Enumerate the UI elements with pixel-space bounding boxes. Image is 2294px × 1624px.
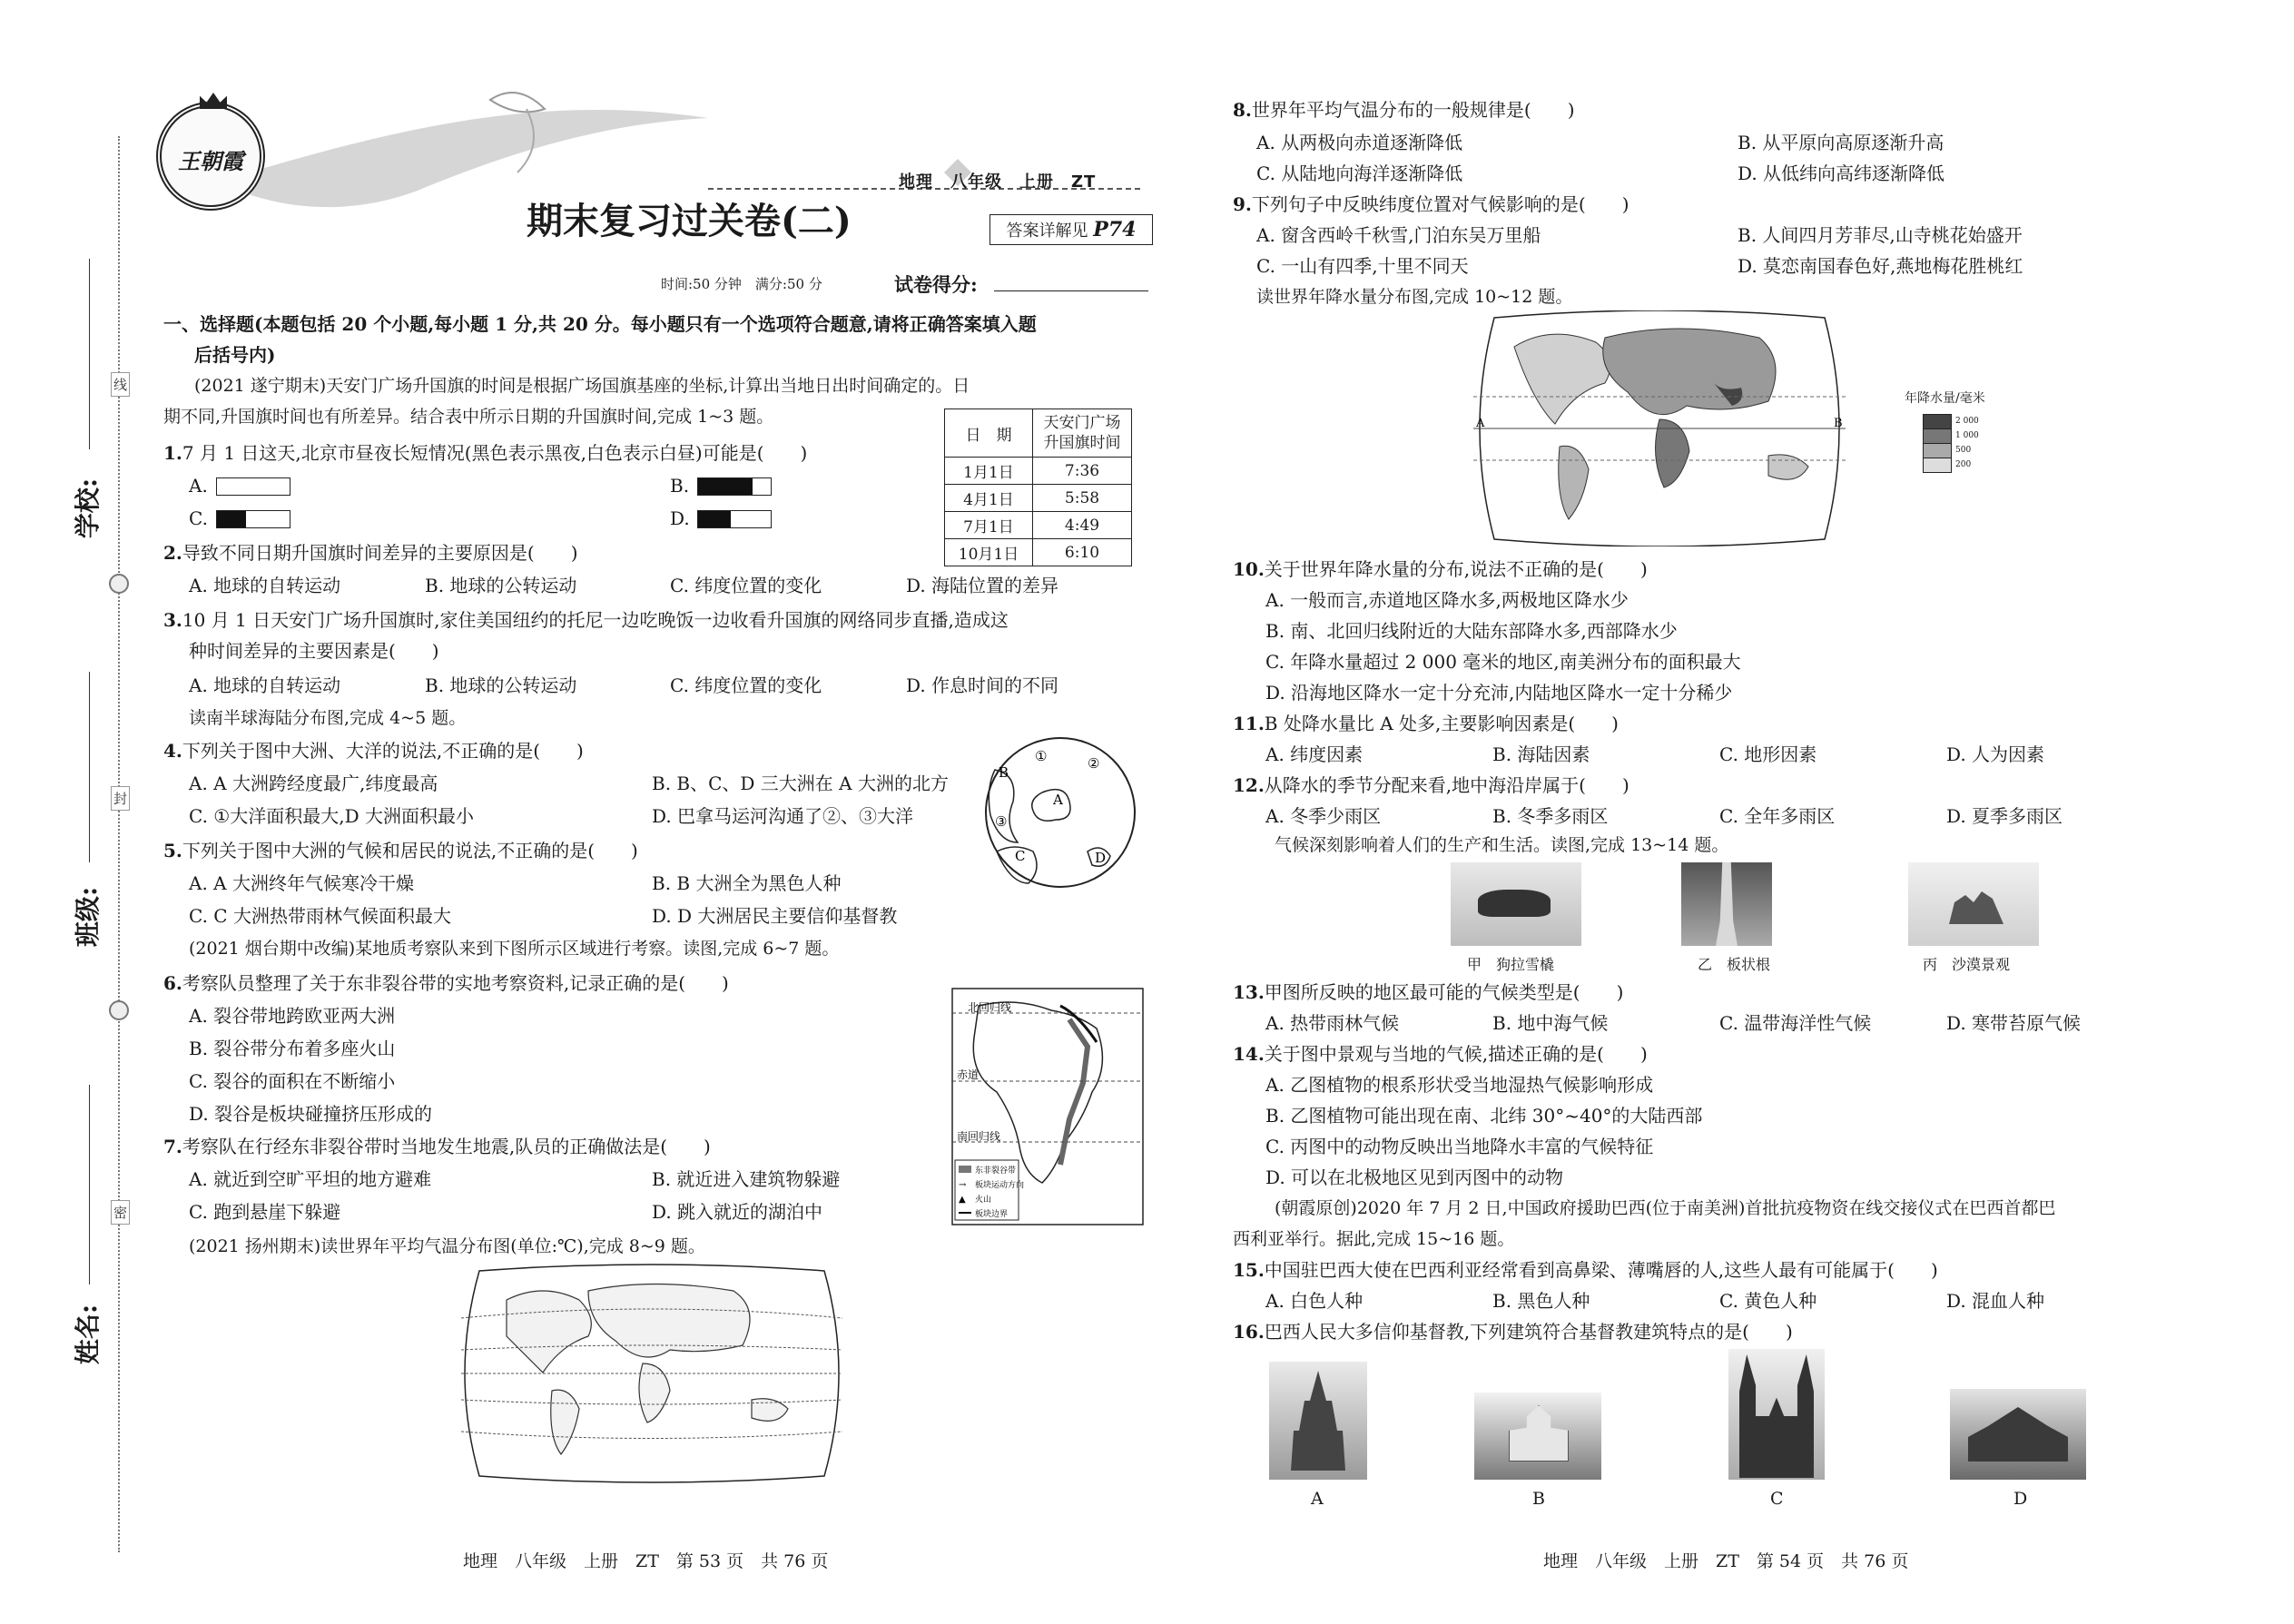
seal-mark-seal: 封 bbox=[111, 786, 130, 811]
volcano-icon: ▲ bbox=[959, 1195, 966, 1205]
q1-option-c-label[interactable]: C. bbox=[189, 507, 208, 529]
q16-text: 巴西人民大多信仰基督教,下列建筑符合基督教建筑特点的是( ) bbox=[1264, 1321, 1793, 1343]
intro-5: 读世界年降水量分布图,完成 10~12 题。 bbox=[1256, 287, 1573, 307]
q6-option-b[interactable]: B. 裂谷带分布着多座火山 bbox=[189, 1038, 396, 1059]
building-photo-b[interactable] bbox=[1474, 1393, 1601, 1480]
legend-swatch bbox=[1923, 458, 1952, 473]
hemi-label-3: ③ bbox=[995, 813, 1008, 830]
q1-b-night bbox=[698, 478, 753, 495]
q1-option-c-bar[interactable] bbox=[216, 510, 290, 528]
q2-option-c[interactable]: C. 纬度位置的变化 bbox=[670, 575, 822, 596]
temple-shape bbox=[1968, 1407, 2068, 1462]
time-info: 时间:50 分钟 满分:50 分 bbox=[661, 276, 822, 292]
table-row bbox=[945, 458, 1132, 485]
score-label: 试卷得分: bbox=[894, 273, 978, 296]
q11-number: 11. bbox=[1233, 713, 1265, 734]
hemi-label-2: ② bbox=[1088, 755, 1100, 772]
q5-option-b[interactable]: B. B 大洲全为黑色人种 bbox=[652, 872, 842, 894]
q1-option-b-bar[interactable] bbox=[697, 477, 772, 496]
q9-number: 9. bbox=[1233, 193, 1252, 215]
table-cell: 10月1日 bbox=[945, 539, 1033, 566]
southern-hemisphere-map bbox=[979, 733, 1142, 892]
q6-option-c[interactable]: C. 裂谷的面积在不断缩小 bbox=[189, 1070, 396, 1092]
q7-option-c[interactable]: C. 跑到悬崖下躲避 bbox=[189, 1201, 341, 1223]
camel-shape bbox=[1949, 888, 2004, 924]
q15-stem bbox=[1233, 1258, 1938, 1282]
table-header-date: 日 期 bbox=[945, 409, 1033, 458]
intro-3: (2021 烟台期中改编)某地质考察队来到下图所示区域进行考察。读图,完成 6~7 题。 bbox=[189, 939, 840, 959]
q1-text: 7 月 1 日这天,北京市昼夜长短情况(黑色表示黑夜,白色表示白昼)可能是( ) bbox=[182, 442, 808, 464]
class-underline bbox=[89, 672, 90, 862]
score-field[interactable] bbox=[994, 290, 1148, 291]
q10-option-c[interactable]: C. 年降水量超过 2 000 毫米的地区,南美洲分布的面积最大 bbox=[1265, 651, 1741, 673]
legend-swatch bbox=[1923, 443, 1952, 458]
legend-item bbox=[1923, 458, 1979, 472]
pagoda-shape bbox=[1291, 1371, 1345, 1471]
legend-label: 1 000 bbox=[1955, 431, 1979, 440]
q14-option-a[interactable]: A. 乙图植物的根系形状受当地湿热气候影响形成 bbox=[1265, 1074, 1654, 1096]
world-temperature-map bbox=[452, 1264, 852, 1483]
legend-swatch bbox=[1923, 414, 1952, 429]
legend-label: 500 bbox=[1955, 446, 1972, 455]
gothic-church-shape bbox=[1739, 1354, 1814, 1478]
tropic-north-label: 北回归线 bbox=[968, 1001, 1012, 1014]
q6-number: 6. bbox=[163, 972, 182, 994]
building-photo-d[interactable] bbox=[1950, 1389, 2086, 1480]
q1-option-d-label[interactable]: D. bbox=[670, 507, 690, 529]
q8-option-a[interactable]: A. 从两极向赤道逐渐降低 bbox=[1256, 132, 1463, 153]
q9-option-b[interactable]: B. 人间四月芳菲尽,山寺桃花始盛开 bbox=[1738, 224, 2023, 246]
q14-text: 关于图中景观与当地的气候,描述正确的是( ) bbox=[1264, 1043, 1648, 1065]
q5-option-a[interactable]: A. A 大洲终年气候寒冷干燥 bbox=[189, 872, 414, 894]
q12-number: 12. bbox=[1233, 774, 1265, 796]
q15-option-b[interactable]: B. 黑色人种 bbox=[1492, 1290, 1590, 1312]
name-underline bbox=[89, 1085, 90, 1284]
q16-number: 16. bbox=[1233, 1321, 1265, 1343]
school-label: 学校: bbox=[73, 477, 103, 539]
precip-legend bbox=[1923, 414, 1979, 472]
q12-option-a[interactable]: A. 冬季少雨区 bbox=[1265, 805, 1382, 827]
q8-option-b[interactable]: B. 从平原向高原逐渐升高 bbox=[1738, 132, 1944, 153]
legend-plate-motion: 板块运动方向 bbox=[975, 1181, 1025, 1190]
q12-option-b[interactable]: B. 冬季多雨区 bbox=[1492, 805, 1609, 827]
answer-ref-box bbox=[989, 214, 1153, 245]
legend-item bbox=[1923, 443, 1979, 458]
east-africa-rift-map bbox=[951, 988, 1144, 1225]
photo-desert bbox=[1908, 862, 2039, 946]
legend-plate-boundary: 板块边界 bbox=[975, 1210, 1009, 1219]
q2-option-a[interactable]: A. 地球的自转运动 bbox=[189, 575, 341, 596]
q13-option-a[interactable]: A. 热带雨林气候 bbox=[1265, 1012, 1400, 1034]
q11-option-d[interactable]: D. 人为因素 bbox=[1946, 743, 2045, 765]
q5-text: 下列关于图中大洲的气候和居民的说法,不正确的是( ) bbox=[182, 840, 638, 861]
q13-option-d[interactable]: D. 寒带苔原气候 bbox=[1946, 1012, 2082, 1034]
q10-number: 10. bbox=[1233, 558, 1265, 580]
q6-option-a[interactable]: A. 裂谷带地跨欧亚两大洲 bbox=[189, 1005, 396, 1027]
intro-1-line1: (2021 遂宁期末)天安门广场升国旗的时间是根据广场国旗基座的坐标,计算出当地日出时间确定的。日 bbox=[194, 376, 970, 396]
q7-option-b[interactable]: B. 就近进入建筑物躲避 bbox=[652, 1168, 841, 1190]
table-cell: 6:10 bbox=[1033, 539, 1132, 566]
q10-stem bbox=[1233, 557, 1648, 581]
q6-stem bbox=[163, 971, 729, 995]
hemi-label-a: A bbox=[1053, 792, 1063, 808]
q11-text: B 处降水量比 A 处多,主要影响因素是( ) bbox=[1264, 713, 1619, 734]
intro-7-line1: (朝霞原创)2020 年 7 月 2 日,中国政府援助巴西(位于南美洲)首批抗疫物资在线交接仪式在巴西首都巴 bbox=[1275, 1198, 2056, 1218]
binding-hole-2 bbox=[109, 1000, 129, 1020]
q11-option-a[interactable]: A. 纬度因素 bbox=[1265, 743, 1364, 765]
logo-text: 王朝霞 bbox=[178, 148, 243, 174]
q12-option-c[interactable]: C. 全年多雨区 bbox=[1719, 805, 1836, 827]
q1-number: 1. bbox=[163, 442, 182, 464]
q4-option-d[interactable]: D. 巴拿马运河沟通了②、③大洋 bbox=[652, 805, 914, 827]
q2-number: 2. bbox=[163, 542, 182, 564]
q15-number: 15. bbox=[1233, 1259, 1265, 1281]
q6-text: 考察队员整理了关于东非裂谷带的实地考察资料,记录正确的是( ) bbox=[182, 972, 729, 994]
school-underline bbox=[89, 259, 90, 449]
table-row bbox=[945, 539, 1132, 566]
q13-option-b[interactable]: B. 地中海气候 bbox=[1492, 1012, 1609, 1034]
legend-volcano: 火山 bbox=[975, 1196, 992, 1205]
legend-item bbox=[1923, 414, 1979, 428]
q4-text: 下列关于图中大洲、大洋的说法,不正确的是( ) bbox=[182, 740, 584, 762]
q13-option-c[interactable]: C. 温带海洋性气候 bbox=[1719, 1012, 1872, 1034]
building-label-b: B bbox=[1532, 1489, 1545, 1509]
q4-option-c[interactable]: C. ①大洋面积最大,D 大洲面积最小 bbox=[189, 805, 474, 827]
q1-d-night bbox=[698, 511, 731, 527]
table-cell: 4月1日 bbox=[945, 485, 1033, 512]
legend-rift: 东非裂谷带 bbox=[975, 1166, 1017, 1176]
q4-number: 4. bbox=[163, 740, 182, 762]
q14-option-c[interactable]: C. 丙图中的动物反映出当地降水丰富的气候特征 bbox=[1265, 1136, 1654, 1157]
q12-stem bbox=[1233, 773, 1629, 797]
q3-stem-cont: 种时间差异的主要因素是( ) bbox=[189, 640, 439, 662]
table-row bbox=[945, 485, 1132, 512]
q9-option-d[interactable]: D. 莫恋南国春色好,燕地梅花胜桃红 bbox=[1738, 255, 2023, 277]
seal-mark-secret: 密 bbox=[111, 1200, 130, 1225]
intro-7-line2: 西利亚举行。据此,完成 15~16 题。 bbox=[1233, 1229, 1515, 1249]
page-title: 期末复习过关卷(二) bbox=[527, 200, 852, 242]
q8-text: 世界年平均气温分布的一般规律是( ) bbox=[1251, 99, 1575, 121]
intro-6: 气候深刻影响着人们的生产和生活。读图,完成 13~14 题。 bbox=[1275, 835, 1729, 855]
equator-label: 赤道 bbox=[957, 1068, 980, 1081]
q14-option-b[interactable]: B. 乙图植物可能出现在南、北纬 30°~40°的大陆西部 bbox=[1265, 1105, 1703, 1127]
answer-ref-label: 答案详解见 bbox=[1006, 221, 1088, 241]
q13-stem bbox=[1233, 980, 1623, 1004]
q5-stem bbox=[163, 839, 638, 862]
q3-number: 3. bbox=[163, 609, 182, 631]
flag-time-table bbox=[944, 408, 1132, 566]
q9-stem bbox=[1233, 192, 1629, 216]
q11-option-b[interactable]: B. 海陆因素 bbox=[1492, 743, 1590, 765]
q7-text: 考察队在行经东非裂谷带时当地发生地震,队员的正确做法是( ) bbox=[182, 1136, 711, 1157]
building-label-d: D bbox=[2013, 1489, 2028, 1509]
photo-buttress-roots bbox=[1681, 862, 1772, 946]
q15-option-c[interactable]: C. 黄色人种 bbox=[1719, 1290, 1817, 1312]
intro-4: (2021 扬州期末)读世界年平均气温分布图(单位:℃),完成 8~9 题。 bbox=[189, 1236, 705, 1256]
precip-legend-title: 年降水量/毫米 bbox=[1905, 391, 1985, 406]
building-photo-c[interactable] bbox=[1728, 1349, 1825, 1480]
photo-dog-sled bbox=[1451, 862, 1581, 946]
q3-text: 10 月 1 日天安门广场升国旗时,家住美国纽约的托尼一边吃晚饭一边收看升国旗的网络同步直播,造成这 bbox=[182, 609, 1009, 631]
q4-stem bbox=[163, 739, 584, 763]
table-cell: 7:36 bbox=[1033, 458, 1132, 485]
class-label: 班级: bbox=[73, 886, 103, 948]
q1-option-b-label[interactable]: B. bbox=[670, 475, 690, 497]
name-label: 姓名: bbox=[73, 1304, 103, 1365]
q5-option-c[interactable]: C. C 大洲热带雨林气候面积最大 bbox=[189, 905, 451, 927]
q8-option-c[interactable]: C. 从陆地向海洋逐渐降低 bbox=[1256, 162, 1463, 184]
footer-right: 地理 八年级 上册 ZT 第 54 页 共 76 页 bbox=[1543, 1551, 1909, 1571]
table-header-row bbox=[945, 409, 1132, 458]
seal-mark-line: 线 bbox=[111, 372, 130, 397]
q13-text: 甲图所反映的地区最可能的气候类型是( ) bbox=[1264, 981, 1624, 1003]
precip-label-b: B bbox=[1834, 417, 1843, 430]
q3-option-d[interactable]: D. 作息时间的不同 bbox=[906, 674, 1059, 696]
building-label-a: A bbox=[1311, 1489, 1324, 1509]
q8-stem bbox=[1233, 98, 1575, 122]
q12-option-d[interactable]: D. 夏季多雨区 bbox=[1946, 805, 2063, 827]
q12-text: 从降水的季节分配来看,地中海沿岸属于( ) bbox=[1264, 774, 1629, 796]
q1-option-d-bar[interactable] bbox=[697, 510, 772, 528]
q6-option-d[interactable]: D. 裂谷是板块碰撞挤压形成的 bbox=[189, 1103, 433, 1125]
table-header-time: 天安门广场升国旗时间 bbox=[1033, 409, 1132, 458]
legend-label: 200 bbox=[1955, 460, 1972, 469]
binding-hole-1 bbox=[109, 574, 129, 594]
q7-number: 7. bbox=[163, 1136, 182, 1157]
intro-2: 读南半球海陆分布图,完成 4~5 题。 bbox=[189, 708, 467, 728]
q14-stem bbox=[1233, 1042, 1648, 1066]
q3-option-a[interactable]: A. 地球的自转运动 bbox=[189, 674, 341, 696]
q11-option-c[interactable]: C. 地形因素 bbox=[1719, 743, 1817, 765]
legend-swatch bbox=[1923, 428, 1952, 444]
table-row bbox=[945, 512, 1132, 539]
q9-option-c[interactable]: C. 一山有四季,十里不同天 bbox=[1256, 255, 1469, 277]
q1-option-a-label[interactable]: A. bbox=[189, 475, 208, 497]
q16-stem bbox=[1233, 1320, 1793, 1343]
hemi-label-1: ① bbox=[1035, 748, 1048, 764]
photo-caption-yi: 乙 板状根 bbox=[1698, 956, 1771, 973]
section-title-cont: 后括号内) bbox=[194, 344, 276, 366]
q15-option-d[interactable]: D. 混血人种 bbox=[1946, 1290, 2045, 1312]
q1-stem bbox=[163, 441, 807, 465]
q3-option-c[interactable]: C. 纬度位置的变化 bbox=[670, 674, 822, 696]
table-cell: 7月1日 bbox=[945, 512, 1033, 539]
photo-caption-bing: 丙 沙漠景观 bbox=[1923, 956, 2011, 973]
q1-option-a-bar[interactable] bbox=[216, 477, 290, 496]
q9-option-a[interactable]: A. 窗含西岭千秋雪,门泊东吴万里船 bbox=[1256, 224, 1541, 246]
q13-number: 13. bbox=[1233, 981, 1265, 1003]
table-cell: 1月1日 bbox=[945, 458, 1033, 485]
q14-option-d[interactable]: D. 可以在北极地区见到丙图中的动物 bbox=[1265, 1166, 1564, 1188]
q10-option-d[interactable]: D. 沿海地区降水一定十分充沛,内陆地区降水一定十分稀少 bbox=[1265, 682, 1733, 704]
legend-rift-swatch bbox=[959, 1166, 971, 1173]
intro-1-line2: 期不同,升国旗时间也有所差异。结合表中所示日期的升国旗时间,完成 1~3 题。 bbox=[163, 407, 774, 427]
q3-option-b[interactable]: B. 地球的公转运动 bbox=[425, 674, 577, 696]
q10-text: 关于世界年降水量的分布,说法不正确的是( ) bbox=[1264, 558, 1648, 580]
q9-text: 下列句子中反映纬度位置对气候影响的是( ) bbox=[1251, 193, 1629, 215]
q4-option-b[interactable]: B. B、C、D 三大洲在 A 大洲的北方 bbox=[652, 773, 949, 794]
logo bbox=[156, 102, 265, 211]
q8-number: 8. bbox=[1233, 99, 1252, 121]
sled-dogs-shape bbox=[1478, 890, 1551, 917]
q2-option-b[interactable]: B. 地球的公转运动 bbox=[425, 575, 577, 596]
building-photo-a[interactable] bbox=[1269, 1362, 1367, 1480]
q8-option-d[interactable]: D. 从低纬向高纬逐渐降低 bbox=[1738, 162, 1945, 184]
q11-stem bbox=[1233, 712, 1619, 735]
world-precipitation-map bbox=[1469, 310, 1850, 546]
header-meta: 地理 八年级 上册 ZT bbox=[899, 172, 1097, 192]
q4-option-a[interactable]: A. A 大洲跨经度最广,纬度最高 bbox=[189, 773, 438, 794]
arrow-icon: → bbox=[959, 1180, 967, 1190]
hemi-label-d: D bbox=[1095, 850, 1107, 866]
binding-line bbox=[118, 136, 120, 1552]
tree-trunk-shape bbox=[1716, 862, 1738, 946]
q15-option-a[interactable]: A. 白色人种 bbox=[1265, 1290, 1364, 1312]
legend-label: 2 000 bbox=[1955, 417, 1979, 426]
tropic-south-label: 南回归线 bbox=[957, 1130, 1001, 1143]
table-cell: 4:49 bbox=[1033, 512, 1132, 539]
q2-option-d[interactable]: D. 海陆位置的差异 bbox=[906, 575, 1059, 596]
q10-option-b[interactable]: B. 南、北回归线附近的大陆东部降水多,西部降水少 bbox=[1265, 620, 1678, 642]
q3-stem bbox=[163, 608, 1009, 632]
section-title: 一、选择题(本题包括 20 个小题,每小题 1 分,共 20 分。每小题只有一个选项符合题意,请将正确答案填入题 bbox=[163, 313, 1037, 335]
q2-stem bbox=[163, 541, 578, 565]
q10-option-a[interactable]: A. 一般而言,赤道地区降水多,两极地区降水少 bbox=[1265, 589, 1629, 611]
hemi-label-b: B bbox=[999, 764, 1009, 781]
q5-number: 5. bbox=[163, 840, 182, 861]
q15-text: 中国驻巴西大使在巴西利亚经常看到高鼻梁、薄嘴唇的人,这些人最有可能属于( ) bbox=[1264, 1259, 1938, 1281]
q7-option-d[interactable]: D. 跳入就近的湖泊中 bbox=[652, 1201, 823, 1223]
table-cell: 5:58 bbox=[1033, 485, 1132, 512]
footer-left: 地理 八年级 上册 ZT 第 53 页 共 76 页 bbox=[463, 1551, 829, 1571]
building-label-c: C bbox=[1770, 1489, 1784, 1509]
domed-mausoleum-shape bbox=[1509, 1405, 1569, 1462]
precip-label-a: A bbox=[1476, 417, 1485, 430]
q7-stem bbox=[163, 1135, 711, 1158]
hemi-label-c: C bbox=[1015, 848, 1026, 864]
legend-item bbox=[1923, 428, 1979, 443]
q7-option-a[interactable]: A. 就近到空旷平坦的地方避难 bbox=[189, 1168, 432, 1190]
q1-c-night bbox=[217, 511, 246, 527]
q5-option-d[interactable]: D. D 大洲居民主要信仰基督教 bbox=[652, 905, 898, 927]
q14-number: 14. bbox=[1233, 1043, 1265, 1065]
photo-caption-jia: 甲 狗拉雪橇 bbox=[1467, 956, 1555, 973]
q2-text: 导致不同日期升国旗时间差异的主要原因是( ) bbox=[182, 542, 578, 564]
answer-ref-page: P74 bbox=[1093, 218, 1137, 241]
